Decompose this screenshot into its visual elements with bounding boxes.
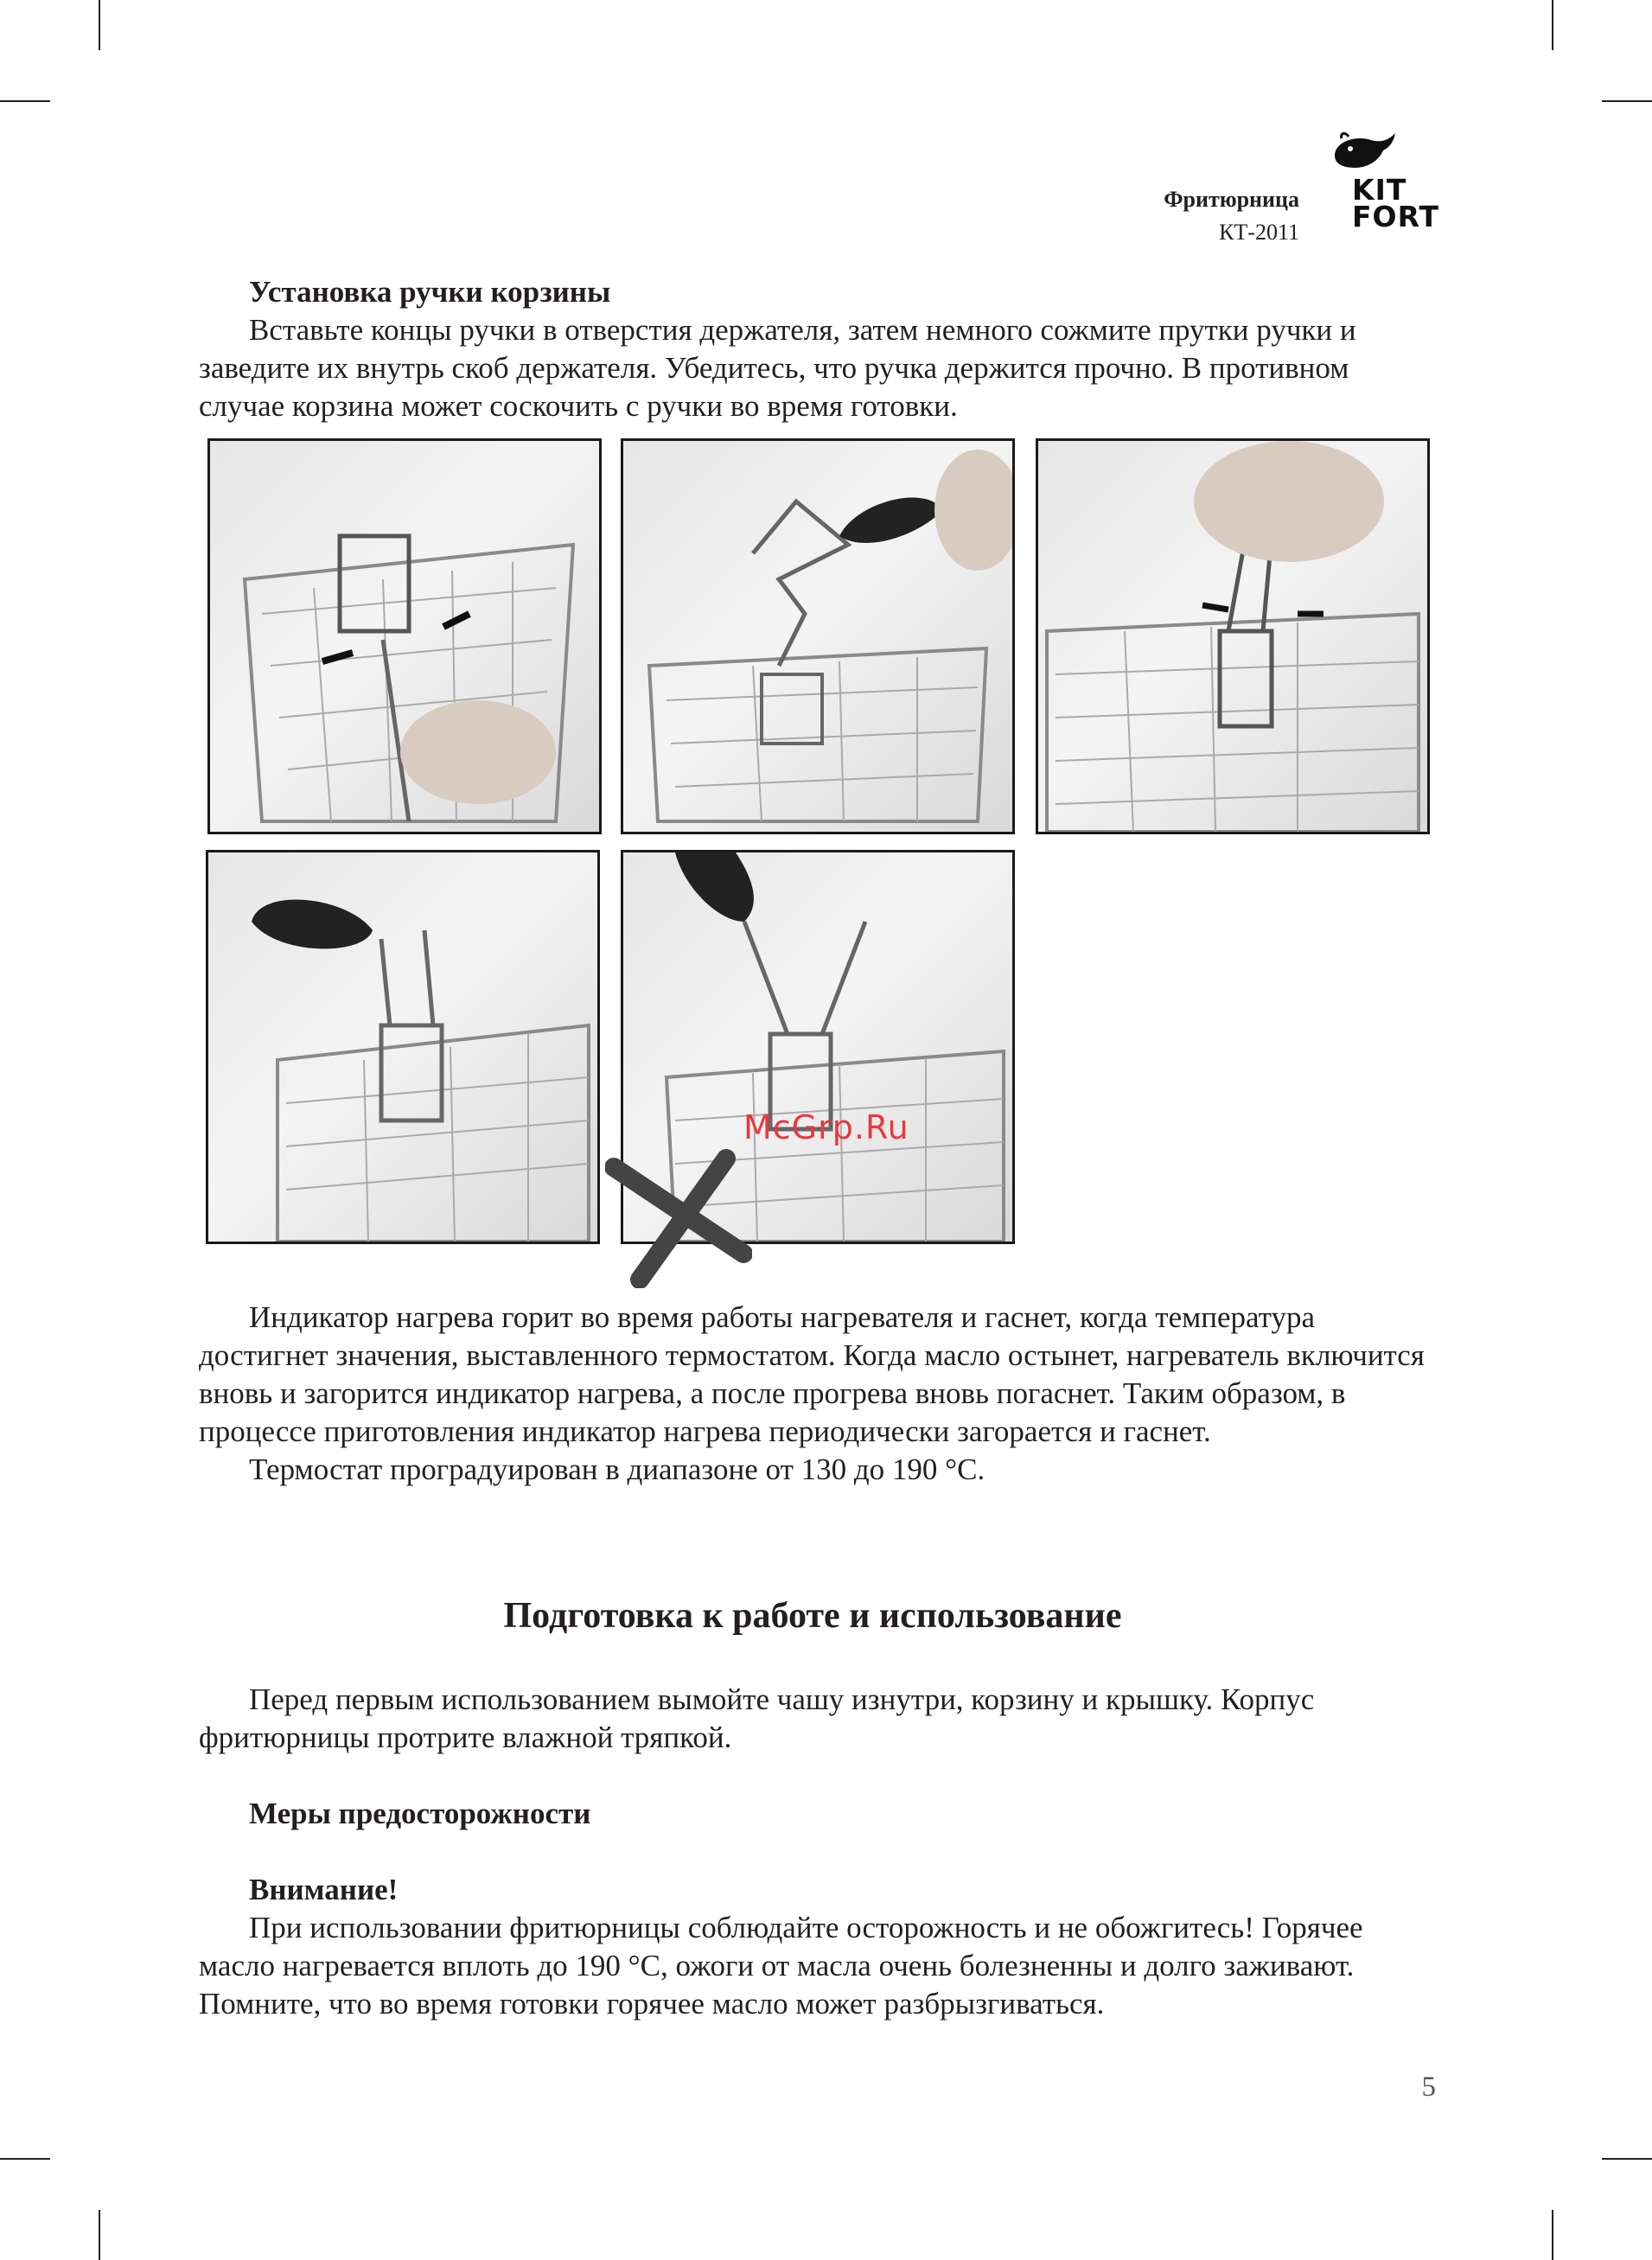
page-number: 5 (1421, 2072, 1436, 2103)
photo-step-4 (206, 850, 600, 1244)
crop-mark (0, 100, 50, 102)
crop-mark (99, 2210, 100, 2260)
crop-mark (1552, 2210, 1553, 2260)
precautions-block (199, 1795, 1426, 1833)
handle-paragraph: Вставьте концы ручки в отверстия держателя, затем немного сожмите прутки ручки и заведите их внутрь скоб держателя. Убедитесь, что ручка держится прочно. В противном случае корзина может соскочить с ручки во время готовки. (199, 313, 1356, 423)
preparation-section (199, 1681, 1426, 1757)
attention-block (199, 1871, 1426, 2023)
attention-paragraph: При использовании фритюрницы соблюдайте осторожность и не обожгитесь! Горячее масло нагревается вплоть до 190 °С, ожоги от масла очень болезненны и долго заживают. Помните, что во время готовки горячее масло может разбрызгиваться. (199, 1911, 1363, 2021)
indicator-paragraph-1: Индикатор нагрева горит во время работы нагревателя и гаснет, когда температура достигнет значения, выставленного термостатом. Когда масло остынет, нагреватель включится вновь и загорится индикатор нагрева, а после прогрева вновь погаснет. Таким образом, в процессе приготовления индикатор нагрева периодически загорается и гаснет. (199, 1300, 1425, 1448)
handle-heading: Установка ручки корзины (249, 275, 611, 309)
photo-step-3 (1036, 438, 1430, 834)
logo-kit: KIT (1352, 173, 1407, 207)
crop-mark (1602, 2158, 1652, 2160)
handle-section (199, 273, 1426, 425)
crop-mark (0, 2158, 50, 2160)
crop-mark (99, 0, 100, 50)
crop-mark (1552, 0, 1553, 50)
photo-step-1 (207, 438, 602, 834)
running-header (1164, 183, 1299, 249)
indicator-paragraph-2: Термостат проградуирован в диапазоне от 130 до 190 °С. (249, 1452, 985, 1486)
brand-logo (1324, 130, 1450, 233)
watermark: McGrp.Ru (743, 1108, 909, 1146)
indicator-section (199, 1299, 1426, 1489)
precautions-heading: Меры предосторожности (249, 1797, 591, 1830)
section-title: Подготовка к работе и использование (503, 1596, 1122, 1636)
attention-heading: Внимание! (249, 1873, 399, 1906)
photo-step-2 (621, 438, 1015, 834)
header-title: Фритюрница (1164, 187, 1299, 212)
incorrect-cross-icon (605, 1141, 752, 1288)
preparation-paragraph: Перед первым использованием вымойте чашу изнутри, корзину и крышку. Корпус фритюрницы протрите влажной тряпкой. (199, 1682, 1315, 1754)
logo-fort: FORT (1352, 200, 1440, 233)
whale-logo-icon (1330, 130, 1399, 173)
crop-mark (1602, 100, 1652, 102)
header-model: КТ-2011 (1219, 220, 1299, 245)
